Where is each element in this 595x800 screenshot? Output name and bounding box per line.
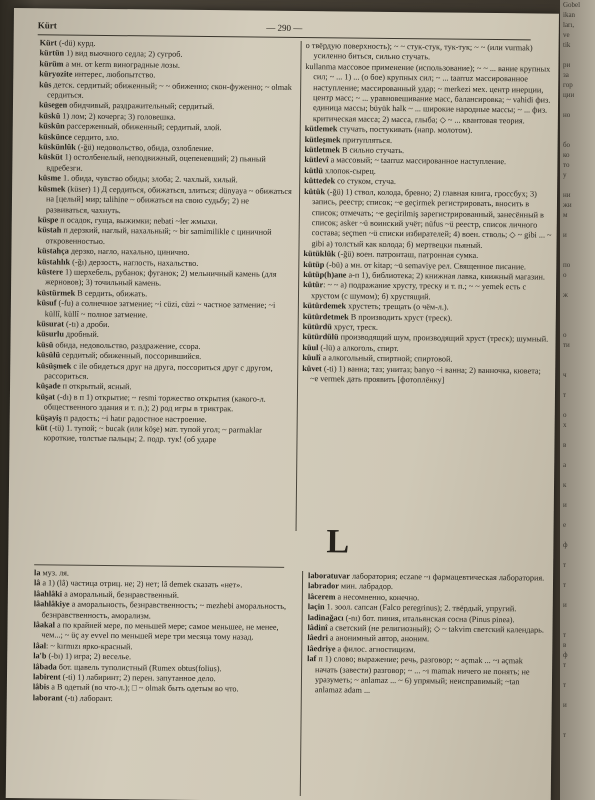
dictionary-entry <box>34 599 296 623</box>
entry-headword: küsurlu <box>36 329 64 339</box>
edge-fragment: о <box>563 271 567 279</box>
edge-fragment: и <box>563 501 567 509</box>
edge-fragment: ри <box>563 61 571 69</box>
entry-headword: kütlevî <box>304 155 329 165</box>
edge-fragment <box>560 490 595 500</box>
entry-headword: küşayiş <box>35 412 62 423</box>
edge-fragment: ни <box>563 191 571 199</box>
entry-definition: хруст, треск. <box>331 322 379 332</box>
entry-definition: со стуком, стуча. <box>335 176 396 187</box>
edge-fragment <box>560 300 595 310</box>
edge-fragment: ve <box>563 31 570 39</box>
entry-definition: : ~ kırmızı ярко-красный. <box>46 641 133 652</box>
edge-fragment <box>560 550 595 560</box>
entry-headword: lâbada <box>33 661 57 672</box>
dictionary-entry <box>39 80 294 103</box>
entry-definition: (-tü) 1. тупой; ~ bucak (или köşe) мат. тупой угол; ~ parmaklar короткие, толстые пальцы; 2. подр. тук! (об ударе <box>43 423 262 445</box>
edge-fragment: а <box>563 461 567 469</box>
edge-fragment: tik <box>563 41 571 49</box>
edge-fragment: т <box>563 581 567 589</box>
edge-fragment: т <box>563 561 567 569</box>
dictionary-page <box>6 8 559 800</box>
entry-definition: стучать, постукивать (напр. молотом). <box>337 124 473 136</box>
entry-headword: kütürdü <box>302 322 332 332</box>
entry-headword: küstahlık <box>37 256 71 267</box>
edge-fragment <box>560 50 595 60</box>
edge-fragment <box>560 240 595 250</box>
entry-definition: а аморальность, безнравственность; ~ mezhebi аморальность, безнравственность, аморализм. <box>41 599 287 621</box>
entry-headword: küskün <box>38 121 65 131</box>
edge-fragment: то <box>563 161 570 169</box>
entry-headword: kütürdülü <box>302 332 339 342</box>
entry-definition: (-bü) а мн. от kitap; ~ü semaviye рел. Священное писание. <box>324 259 527 271</box>
right-column-lower <box>306 571 548 799</box>
dictionary-entry <box>38 184 293 218</box>
entry-headword: lâedriye <box>307 643 336 654</box>
entry-headword: küsegen <box>38 100 68 110</box>
entry-definition: (küser) 1) Д сердиться, обижаться, злиться; dünyaya ~ обижаться на [целый] мир; talihine ~ обижаться на свою судьбу; 2) не развиваться, чахнуть. <box>45 184 292 215</box>
dictionary-entry <box>33 620 295 644</box>
edge-fragment: ко <box>563 151 570 159</box>
entry-headword: kütüklük <box>303 249 336 259</box>
entry-headword: laborant <box>32 693 63 703</box>
edge-fragment <box>560 130 595 140</box>
right-column-upper <box>301 41 554 534</box>
entry-definition: с ile обидеться друг на друга, поссориться друг с другом, рассориться. <box>44 361 273 381</box>
entry-headword: Kürt <box>39 38 57 48</box>
dictionary-entry <box>36 361 291 384</box>
edge-fragment: х <box>563 421 567 429</box>
entry-definition: а массовый; ~ taarruz массированное наступление. <box>328 155 507 167</box>
entry-definition: (-ti) 1) ванна; таз; унитаз; banyo ~i ванна; 2) ванночка, кювета; ~e vermek дать проявить [фотоплёнку] <box>310 363 541 385</box>
page-number: — 290 — <box>266 22 303 34</box>
dictionary-entry <box>35 423 290 446</box>
entry-headword: la <box>34 568 41 578</box>
dictionary-entry <box>37 298 292 321</box>
entry-definition: дерзко, нагло, нахально, цинично. <box>68 246 190 257</box>
entry-definition: детск. сердитый; обиженный; ~ ~ обиженно; скон-фуженно; ~ olmak сердиться. <box>47 80 292 100</box>
entry-headword: küşade <box>35 381 61 391</box>
entry-headword: la'b <box>33 651 47 661</box>
entry-headword: küul <box>302 342 319 352</box>
entry-definition: а 1) (lâ) частица отриц. не; 2) нет; lâ demek сказать «нет». <box>40 578 243 590</box>
entry-definition: В сердить, обижать. <box>75 288 148 299</box>
dictionary-entry <box>38 153 293 176</box>
entry-definition: сердито, зло. <box>71 132 120 142</box>
entry-headword: küttedek <box>304 176 336 186</box>
edge-fragment <box>560 100 595 110</box>
entry-definition: (-ğı) дерзость, наглость, нахальство. <box>70 257 199 268</box>
entry-definition: (-ğü) 1) ствол, колода, бревно; 2) главная книга, гроссбух; 3) запись, реестр; список; ~e geçirmek регистрировать, вносить в список; отмечать; ~e geçirilmiş зарегистрированный, занесённый в список; asker ~ü воинский учёт; nüfus ~ü реестр, список личного состава; seçmen ~ü списки избирателей; 4) воен. стволь; ◇ ~ gibi ... ~ gibi а) толстый как колода; б) мертвецки пьяный. <box>311 186 552 250</box>
entry-definition: kullanma массовое применение (использование); ~ ~ ... вание крупных сил; ~ ... 1) ... (о бое) крупных сил; ~ ... taarruz массированное наступление; массированный удар; ~ merkezi мех. центр инерции, центр масс; ~ ... уравновешивание масс, балансировка; ~ vahidi физ. единица массы; büyük halk ~ ... широкие народные массы; ~ ... физ. критическая масса; 2) масса, глыба; ◇ ~ ... квантовая теория. <box>305 61 551 126</box>
entry-definition: а-п 1), библиотека; 2) книжная лавка, книжный магазин. <box>346 270 545 282</box>
edge-fragment: ж <box>563 291 568 299</box>
entry-headword: küsurat <box>36 319 65 329</box>
dictionary-entry <box>36 392 291 415</box>
dictionary-entry <box>33 693 295 706</box>
entry-headword: ladinağacı <box>307 612 344 623</box>
edge-fragment: жи <box>563 201 572 209</box>
entry-headword: kürüm <box>39 59 64 69</box>
entry-headword: lâcerem <box>307 591 336 602</box>
adjacent-page-fragments <box>560 0 595 740</box>
entry-headword: lâahlâkiye <box>33 599 70 609</box>
entry-headword: kütük <box>304 186 326 196</box>
entry-headword: kütlemek <box>304 124 338 134</box>
entry-definition: (-tı) а дроби. <box>63 319 110 329</box>
edge-fragment: к <box>563 481 567 489</box>
entry-definition: сердитый; обиженный, поссорившийся. <box>60 350 202 362</box>
dictionary-entry <box>303 280 551 303</box>
edge-fragment: ф <box>563 651 568 659</box>
dictionary-entry <box>305 62 554 127</box>
entry-headword: lâ <box>33 578 41 588</box>
entry-definition: п дерзкий, наглый, нахальный; ~ bir samimilikle с циничной откровенностью. <box>45 225 272 246</box>
entry-definition: мин. лабрадор. <box>338 581 394 592</box>
entry-definition: (-nı) бот. пиния, итальянская сосна (Pinus pinea). <box>343 613 515 624</box>
edge-fragment <box>560 250 595 260</box>
edge-fragment: но <box>563 111 571 119</box>
edge-fragment: ч <box>563 371 567 379</box>
edge-fragment <box>560 570 595 580</box>
edge-fragment: ции <box>563 91 575 99</box>
entry-headword: küryozite <box>39 69 73 79</box>
entry-headword: küstürmek <box>36 288 76 298</box>
entry-definition: производящий шум, производящий хруст (треск); шумный. <box>338 332 549 344</box>
entry-definition: а филос. агностицизм. <box>335 644 416 655</box>
edge-fragment <box>560 620 595 630</box>
edge-fragment: т <box>563 661 567 669</box>
entry-definition: дробный. <box>63 329 99 340</box>
entry-headword: küsme <box>38 173 62 183</box>
edge-fragment: т <box>563 391 567 399</box>
left-column-lower <box>32 568 296 796</box>
entry-headword: kütlü <box>304 165 324 176</box>
entry-definition: а анонимный автор, аноним. <box>327 633 430 644</box>
edge-fragment: о <box>563 331 567 339</box>
edge-fragment: ikan <box>563 11 576 19</box>
dictionary-entry <box>302 364 550 387</box>
entry-headword: küstah <box>37 225 62 235</box>
edge-fragment <box>560 430 595 440</box>
entry-headword: küs <box>39 79 52 90</box>
entry-headword: lâakal <box>33 620 55 630</box>
entry-definition: лаборатория; eczane ~ı фармацевтическая лаборатория. <box>349 571 545 583</box>
edge-fragment: и <box>563 601 567 609</box>
entry-definition: а светский (не религиозный); ◇ ~ takvim светский календарь. <box>327 623 544 635</box>
edge-fragment <box>560 590 595 600</box>
entry-headword: lâbis <box>32 682 50 692</box>
entry-definition: а мн. от kerm виноградные лозы. <box>63 59 180 70</box>
entry-definition: В сильно стучать. <box>339 145 405 156</box>
entry-headword: küt <box>35 423 48 433</box>
entry-headword: kütüp(h)ane <box>303 269 347 280</box>
edge-fragment <box>560 380 595 390</box>
entry-headword: kütleşmek <box>304 134 341 145</box>
entry-headword: küskü <box>38 111 61 121</box>
edge-fragment: за <box>563 71 569 79</box>
entry-headword: küstere <box>37 267 64 277</box>
entry-definition: п открытый, ясный. <box>60 381 132 392</box>
edge-fragment <box>560 350 595 360</box>
entry-headword: küulî <box>302 353 321 363</box>
entry-definition: обида, недовольство, раздражение, ссора. <box>53 340 201 351</box>
entry-headword: küstahça <box>37 246 69 256</box>
entry-headword: küsülü <box>36 350 61 360</box>
entry-definition: 1. обида, чувство обиды; злоба; 2. чахлый, хилый. <box>60 173 238 185</box>
entry-definition: а аморальный, безнравственный. <box>62 589 180 600</box>
entry-definition: 1) вид вьючного седла; 2) сугроб. <box>64 48 183 60</box>
entry-headword: kürtün <box>39 48 65 58</box>
entry-definition: 1) шерхебель, рубанок; фуганок; 2) мельничный камень (для жерновов); 3) точильный камень. <box>45 267 277 288</box>
entry-headword: laf <box>307 654 317 664</box>
entry-definition: п радость; ~i hatır радостное настроение. <box>61 413 207 424</box>
entry-headword: küsküt <box>38 152 63 162</box>
entry-definition: : ~ ~ а) подражание хрусту, треску и т. п.; ~ ~ yemek есть с хрустом (с шумом); б) хрустящий. <box>310 280 527 302</box>
edge-fragment <box>560 320 595 330</box>
edge-fragment: гор <box>563 81 573 89</box>
edge-fragment: т <box>563 631 567 639</box>
entry-headword: küskünce <box>38 131 72 142</box>
entry-definition: муз. ля. <box>40 568 70 578</box>
dictionary-entry <box>305 41 553 64</box>
entry-definition: (-ğü) воен. патронташ, патронная сумка. <box>335 249 479 260</box>
edge-fragment <box>560 510 595 520</box>
edge-fragment <box>560 690 595 700</box>
page-header <box>38 20 531 40</box>
edge-fragment <box>560 720 595 730</box>
section-rule <box>34 564 284 568</box>
entry-headword: küsmek <box>38 183 66 194</box>
edge-fragment: ти <box>563 341 570 349</box>
edge-fragment: т <box>563 731 567 739</box>
edge-fragment: м <box>563 211 568 219</box>
edge-fragment: и <box>563 701 567 709</box>
entry-definition: о твёрдую поверхность); ~ ~ стук-стук, тук-тук; ~ ~ (или vurmak) усиленно биться, сильно стучать. <box>305 41 533 62</box>
edge-fragment: ф <box>563 541 568 549</box>
entry-headword: labrador <box>307 581 339 591</box>
entry-headword: kütürdemek <box>302 301 347 311</box>
edge-fragment: бо <box>563 141 571 149</box>
left-column-upper <box>35 38 295 511</box>
entry-headword: kütür <box>303 280 324 290</box>
dictionary-entry <box>37 267 292 290</box>
entry-definition: (-tı) лаборант. <box>62 693 113 703</box>
edge-fragment: и <box>563 231 567 239</box>
edge-fragment <box>560 470 595 480</box>
entry-definition: хлопок-сырец. <box>322 166 376 176</box>
entry-definition: п 1) слово; выражение; речь, разговор; ~ açmak ... ~ı açmak начать (завести) разговор; ~ ... ~ı mamak ничего не понять; не уразуметь; ~ anlamaz ... ~ 6) упрямый; неисправимый; ~tan anlamaz adam ... <box>314 654 530 696</box>
entry-definition: В производить хруст (треск). <box>348 312 453 323</box>
entry-headword: lâedri <box>307 633 328 643</box>
edge-fragment <box>560 220 595 230</box>
edge-fragment: у <box>563 171 567 179</box>
entry-headword: küskünlük <box>38 142 76 152</box>
entry-definition: 1. зоол. сапсан (Falco peregrinus); 2. твёрдый, упругий. <box>324 602 517 614</box>
entry-definition: 1) остолбенелый, неподвижный, оцепеневший; 2) пьяный вдребезги. <box>46 152 266 173</box>
entry-definition: п осадок, гуща, выжимки; nebati ~ler жмыхи. <box>58 215 218 227</box>
edge-fragment <box>560 670 595 680</box>
edge-fragment: в <box>563 441 567 449</box>
entry-definition: (-dü) курд. <box>56 38 96 48</box>
entry-definition: (-lü) а алкоголь, спирт. <box>318 342 399 353</box>
entry-definition: (-ti) 1) лабиринт; 2) перен. запутанное дело. <box>60 672 216 684</box>
entry-headword: küşat <box>35 392 56 402</box>
entry-definition: а по крайней мере, по меньшей мере; самое меньшее, не менее, чем...; ~ üç ay evvel по меньшей мере три месяца тому назад. <box>41 620 279 642</box>
entry-definition: хрустеть; трещать (о чём-л.). <box>346 301 449 312</box>
entry-headword: labirent <box>32 672 61 682</box>
entry-headword: lâal <box>33 641 47 651</box>
edge-fragment <box>560 710 595 720</box>
edge-fragment: т <box>563 681 567 689</box>
edge-fragment: в <box>563 641 567 649</box>
entry-headword: kütletmek <box>304 145 341 155</box>
dictionary-entry <box>38 226 293 249</box>
dictionary-entry <box>307 654 547 698</box>
entry-headword: laçin <box>307 602 325 612</box>
section-letter: L <box>326 523 350 561</box>
entry-definition: рассерженный, обиженный; сердитый, злой. <box>64 121 222 133</box>
entry-definition: (-ğü) недовольство, обида, озлобление. <box>75 142 214 154</box>
entry-headword: lâdinî <box>307 623 328 633</box>
edge-fragment: е <box>563 521 567 529</box>
entry-definition: интерес, любопытство. <box>72 69 156 80</box>
entry-definition: 1) лом; 2) кочерга; 3) головешка. <box>60 111 176 122</box>
adjacent-page-edge <box>560 0 595 800</box>
header-left-headword: Kürt <box>37 20 57 31</box>
entry-definition: а несомненно, конечно. <box>335 592 420 603</box>
entry-definition: (-bı) 1) игра; 2) веселье. <box>46 651 132 662</box>
edge-fragment <box>560 280 595 290</box>
entry-definition: а В одетый (во что-л.); □ ~ olmak быть одетым во что. <box>49 682 239 694</box>
entry-definition: притупляться. <box>340 135 393 145</box>
edge-fragment: о <box>563 411 567 419</box>
edge-fragment <box>560 530 595 540</box>
edge-fragment <box>560 450 595 460</box>
entry-definition: бот. щавель туполистный (Rumex obtus(folius). <box>56 662 222 673</box>
entry-headword: küsüşmek <box>36 360 72 371</box>
entry-definition: обидчивый, раздражительный; сердитый. <box>67 101 215 112</box>
dictionary-entry <box>303 187 552 252</box>
edge-fragment: по <box>563 261 571 269</box>
edge-fragment <box>560 310 595 320</box>
entry-headword: kütüp <box>303 259 325 269</box>
edge-fragment <box>560 400 595 410</box>
entry-headword: laboratuvar <box>308 571 350 581</box>
edge-fragment: ları, <box>563 21 575 29</box>
entry-definition: (-fu) а солнечное затмение; ~i cüzi, cüzi ~ частное затмение; ~i küllî, küllî ~ полное затмение. <box>44 298 276 319</box>
entry-headword: küsü <box>36 340 54 350</box>
entry-headword: küsuf <box>36 298 57 308</box>
edge-fragment <box>560 360 595 370</box>
edge-fragment: Gobel <box>563 1 581 9</box>
entry-definition: (-dı) в п 1) открытие; ~ resmi торжество открытия (какого-л. общественного здания и т. п.); 2) род игры в триктрак. <box>43 392 266 414</box>
edge-fragment <box>560 120 595 130</box>
edge-fragment <box>560 610 595 620</box>
edge-fragment <box>560 180 595 190</box>
entry-headword: kütürdetmek <box>302 311 349 322</box>
column-divider-lower <box>300 571 303 796</box>
entry-headword: küspe <box>37 215 59 225</box>
entry-definition: а алкогольный, спиртной; спиртовой. <box>320 353 453 364</box>
entry-headword: küvet <box>302 363 322 373</box>
entry-headword: lâahlâki <box>33 589 63 599</box>
